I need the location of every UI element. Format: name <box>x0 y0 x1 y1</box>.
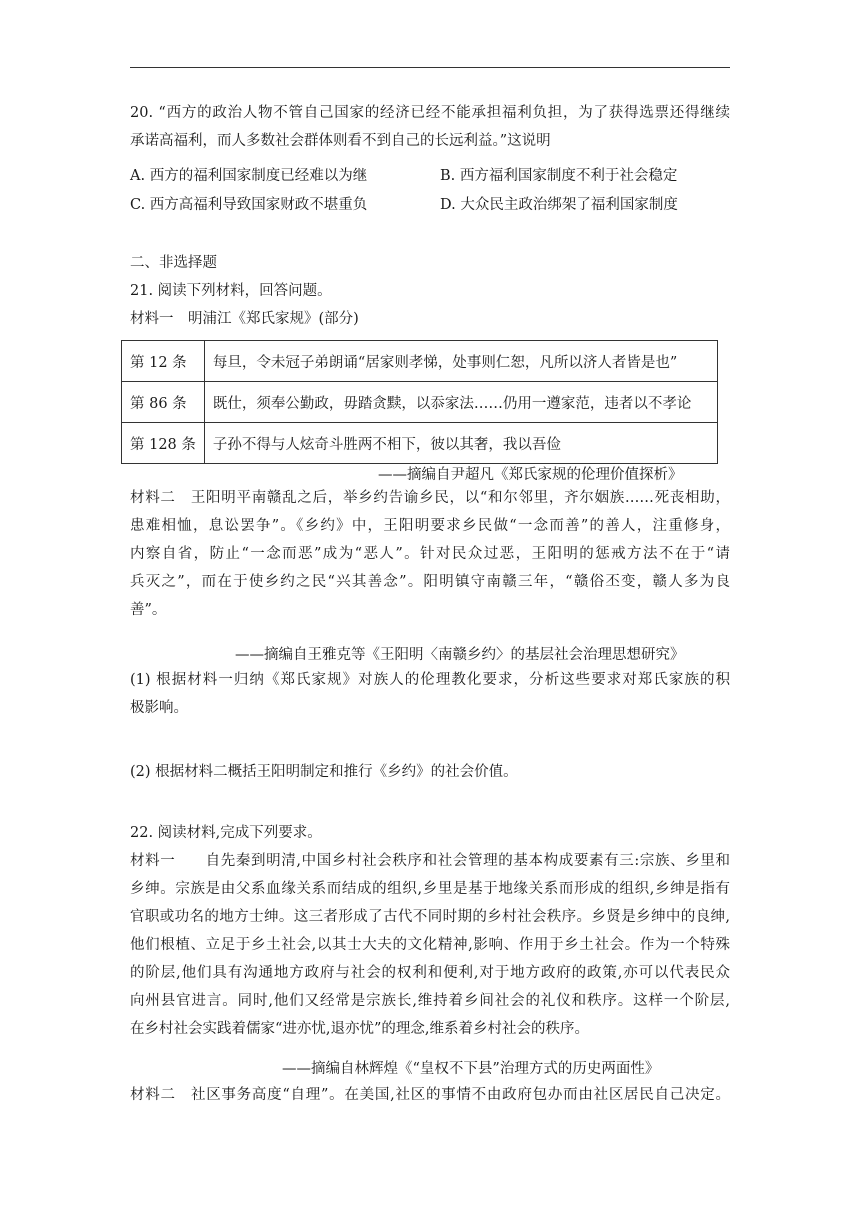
family-rules-table <box>121 340 718 464</box>
section2-title: 二、非选择题 <box>130 255 217 271</box>
q21-material2-line: 内察自省，防止“一念而恶”成为“恶人”。针对民众过恶，王阳明的惩戒方法不在于“请 <box>130 546 730 562</box>
table-row <box>122 341 718 382</box>
q22-material1-line: 的阶层,他们具有沟通地方政府与社会的权利和便利,对于地方政府的政策,亦可以代表民众 <box>130 965 730 981</box>
q22-material1-source: ——摘编自林辉煌《“皇权不下县”治理方式的历史两面性》 <box>282 1061 660 1077</box>
q21-material2-source: ——摘编自王雅克等《王阳明〈南赣乡约〉的基层社会治理思想研究》 <box>235 647 685 663</box>
header-rule <box>130 67 730 68</box>
q22-intro: 22. 阅读材料,完成下列要求。 <box>130 825 322 841</box>
q20-stem-line-2: 承诺高福利，而人多数社会群体则看不到自己的长远利益。”这说明 <box>130 133 551 149</box>
q20-option-b[interactable]: B. 西方福利国家制度不利于社会稳定 <box>440 168 678 184</box>
q21-material1-title: 材料一 明浦江《郑氏家规》(部分) <box>130 311 359 327</box>
q22-material1-line: 材料一 自先秦到明清,中国乡村社会秩序和社会管理的基本构成要素有三:宗族、乡里和 <box>130 853 730 869</box>
q21-sub2-text: (2) 根据材料二概括王阳明制定和推行《乡约》的社会价值。 <box>130 764 518 780</box>
q22-block <box>130 819 730 1043</box>
q22-material1-line: 他们根植、立足于乡土社会,以其士大夫的文化精神,影响、作用于乡土社会。作为一个特殊 <box>130 937 730 953</box>
q21-material2-line: 兵灭之”，而在于使乡约之民“兴其善念”。阳明镇守南赣三年，“赣俗丕变，赣人多为良 <box>130 574 730 590</box>
q21-sub1-line: 极影响。 <box>130 700 188 716</box>
q21-material2 <box>130 484 730 624</box>
q20-option-d[interactable]: D. 大众民主政治绑架了福利国家制度 <box>440 197 678 213</box>
q20-stem-line-1: 20. “西方的政治人物不管自己国家的经济已经不能承担福利负担，为了获得选票还得继续 <box>130 105 730 121</box>
q21-intro: 21. 阅读下列材料，回答问题。 <box>130 283 332 299</box>
q22-material1-line: 官职或功名的地方士绅。这三者形成了古代不同时期的乡村社会秩序。乡贤是乡绅中的良绅, <box>130 909 730 925</box>
q21-sub1 <box>130 666 730 722</box>
rule-text: 既仕，须奉公勤政，毋踏贪黩，以忝家法……仍用一遵家范，违者以不孝论 <box>204 382 717 423</box>
rule-text: 每旦，令未冠子弟朗诵“居家则孝悌，处事则仁恕，凡所以济人者皆是也” <box>204 341 717 382</box>
q22-material1-line: 乡绅。宗族是由父系血缘关系而结成的组织,乡里是基于地缘关系而形成的组织,乡绅是指有 <box>130 881 730 897</box>
q20-option-c[interactable]: C. 西方高福利导致国家财政不堪重负 <box>130 197 368 213</box>
q21-material2-line: 患难相恤，息讼罢争”。《乡约》中，王阳明要求乡民做“一念而善”的善人，注重修身， <box>130 518 730 534</box>
table-row <box>122 423 718 464</box>
rule-number: 第 86 条 <box>122 382 205 423</box>
q21-material2-line: 善”。 <box>130 602 167 618</box>
q21-sub2 <box>130 758 730 786</box>
q21-material1-source: ——摘编自尹超凡《郑氏家规的伦理价值探析》 <box>378 467 683 483</box>
rule-text: 子孙不得与人炫奇斗胜两不相下，彼以其奢，我以吾俭 <box>204 423 717 464</box>
q22-material2 <box>130 1081 730 1109</box>
q20-stem <box>130 99 730 155</box>
rule-number: 第 128 条 <box>122 423 205 464</box>
section-heading <box>130 249 730 333</box>
q20-option-a[interactable]: A. 西方的福利国家制度已经难以为继 <box>130 168 368 184</box>
q22-material2-line: 材料二 社区事务高度“自理”。在美国,社区的事情不由政府包办而由社区居民自己决定。 <box>130 1087 730 1103</box>
q21-sub1-line: (1) 根据材料一归纳《郑氏家规》对族人的伦理教化要求，分析这些要求对郑氏家族的积 <box>130 672 730 688</box>
q22-material1-line: 向州县官进言。同时,他们又经常是宗族长,维持着乡间社会的礼仪和秩序。这样一个阶层, <box>130 993 730 1009</box>
q21-material2-line: 材料二 王阳明平南赣乱之后，举乡约告谕乡民，以“和尔邻里，齐尔姻族……死丧相助， <box>130 490 730 506</box>
rule-number: 第 12 条 <box>122 341 205 382</box>
table-row <box>122 382 718 423</box>
q22-material1-line: 在乡村社会实践着儒家“进亦忧,退亦忧”的理念,维系着乡村社会的秩序。 <box>130 1021 590 1037</box>
